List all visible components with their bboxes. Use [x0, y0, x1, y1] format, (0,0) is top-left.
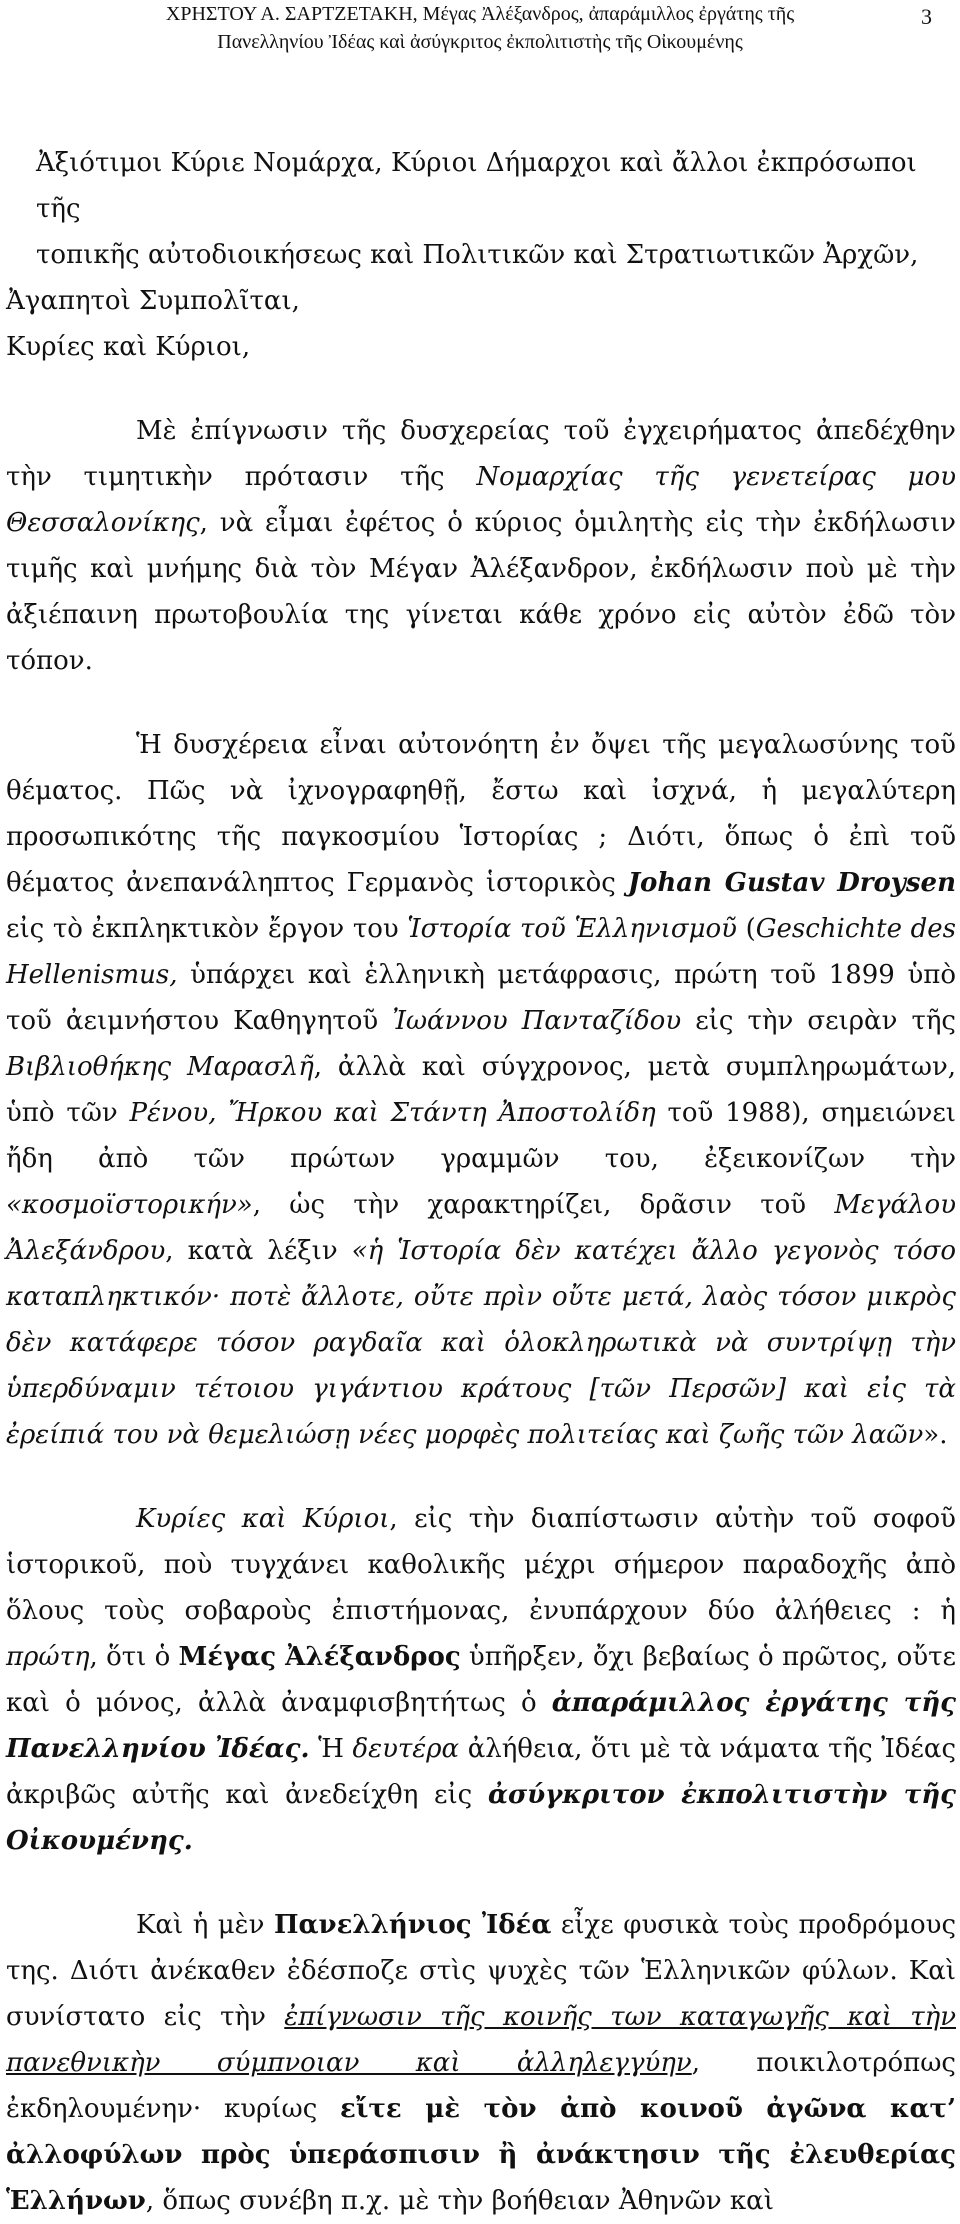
paragraph-3: [6, 1496, 956, 1864]
underlined-italic-run: ἐπίγνωσιν τῆς κοινῆς των καταγωγῆς καὶ τὴν πανεθνικὴν σύμπνοιαν καὶ ἀλληλεγγύην: [6, 2002, 956, 2078]
italic-run: δευτέρα: [352, 1734, 460, 1764]
italic-run: Νομαρχίας τῆς γενετείρας μου Θεσσαλονίκης: [6, 462, 956, 538]
bold-run: Μέγας Ἀλέξανδρος: [178, 1642, 461, 1672]
paragraph-2: [6, 722, 956, 1458]
running-header: [100, 0, 860, 56]
spacer: [6, 1864, 956, 1902]
text-run: , εἰς τὴν διαπίστωσιν αὐτὴν τοῦ σοφοῦ ἱστορικοῦ, ποὺ τυγχάνει καθολικῆς μέχρι σήμερον παραδοχῆς ἀπὸ ὅλους τοὺς σοβαροὺς ἐπιστήμονας, ἐνυπάρχουν δύο ἀλήθειες : ἡ: [6, 1504, 956, 1626]
running-header-line-2: Πανελληνίου Ἰδέας καὶ ἀσύγκριτος ἐκπολιτιστὴς τῆς Οἰκουμένης: [217, 31, 743, 53]
italic-run: «κοσμοϊστορικήν»: [6, 1190, 253, 1220]
text-run: τοῦ 1988), σημειώνει ἤδη ἀπὸ τῶν πρώτων γραμμῶν του, ἐξεικονίζων τὴν: [6, 1098, 956, 1174]
text-run: Ἡ δυσχέρεια εἶναι αὐτονόητη ἐν ὄψει τῆς μεγαλωσύνης τοῦ θέματος. Πῶς νὰ ἰχνογραφηθῇ, ἔστω καὶ ἰσχνά, ἡ μεγαλύτερη προσωπικότης τῆς παγκοσμίου Ἱστορίας ; Διότι, ὅπως ὁ ἐπὶ τοῦ θέματος ἀνεπανάληπτος Γερμανὸς ἱστορικὸς: [6, 730, 956, 898]
text-run: ».: [923, 1420, 948, 1450]
body-text: [6, 140, 956, 2224]
bold-run: εἴτε μὲ τὸν ἀπὸ κοινοῦ ἀγῶνα κατ’ ἀλλοφύλων πρὸς ὑπεράσπισιν ἢ ἀνάκτησιν τῆς ἐλευθερίας Ἑλλήνων: [6, 2094, 956, 2216]
italic-run: Κυρίες καὶ Κύριοι: [136, 1504, 390, 1534]
spacer: [6, 370, 956, 408]
bold-italic-run: ἀσύγκριτον ἐκπολιτιστὴν τῆς Οἰκουμένης.: [6, 1780, 957, 1856]
page-number: 3: [921, 4, 932, 29]
text-run: , ὅπως συνέβη π.χ. μὲ τὴν βοήθειαν Ἀθηνῶν καὶ: [145, 2186, 774, 2216]
italic-run: Ἱστορία τοῦ Ἑλληνισμοῦ: [407, 914, 737, 944]
text-run: Ἡ: [309, 1734, 353, 1764]
bold-italic-run: Johan Gustav Droysen: [627, 868, 957, 898]
italic-run: Ρένου, Ἤρκου καὶ Στάντη Ἀποστολίδη: [129, 1098, 656, 1128]
greeting-line-4: Κυρίες καὶ Κύριοι,: [6, 332, 251, 362]
text-run: , ἀλλὰ καὶ σύγχρονος, μετὰ συμπληρωμάτων, ὑπὸ τῶν: [6, 1052, 957, 1128]
bold-run: Πανελλήνιος Ἰδέα: [273, 1910, 552, 1940]
italic-run: Βιβλιοθήκης Μαρασλῆ: [6, 1052, 314, 1082]
bold-italic-run: ἀπαράμιλλος ἐργάτης τῆς Πανελληνίου Ἰδέας.: [6, 1688, 956, 1764]
italic-run: Geschichte des Hellenismus,: [6, 914, 956, 990]
quote-run: «ἡ Ἱστορία δὲν κατέχει ἄλλο γεγονὸς τόσο καταπληκτικόν· ποτὲ ἄλλοτε, οὔτε πρὶν οὔτε μετά, λαὸς τόσον μικρὸς δὲν κατάφερε τόσον ραγδαῖα καὶ ὁλοκληρωτικὰ νὰ συντρίψῃ τὴν ὑπερδύναμιν τέτοιου γιγάντιου κράτους [τῶν Περσῶν] καὶ εἰς τὰ ἐρείπιά του νὰ θεμελιώσῃ νέες μορφὲς πολιτείας καὶ ζωῆς τῶν λαῶν: [6, 1236, 956, 1450]
text-run: , νὰ εἶμαι ἐφέτος ὁ κύριος ὁμιλητὴς εἰς τὴν ἐκδήλωσιν τιμῆς καὶ μνήμης διὰ τὸν Μέγαν Ἀλέξανδρον, ἐκδήλωσιν ποὺ μὲ τὴν ἀξιέπαινη πρωτοβουλία της γίνεται κάθε χρόνο εἰς αὐτὸν ἐδῶ τὸν τόπον.: [6, 508, 956, 676]
text-run: ὑπάρχει καὶ ἑλληνικὴ μετάφρασις, πρώτη τοῦ 1899 ὑπὸ τοῦ ἀειμνήστου Καθηγητοῦ: [6, 960, 956, 1036]
running-header-line-1: ΧΡΗΣΤΟΥ Α. ΣΑΡΤΖΕΤΑΚΗ, Μέγας Ἀλέξανδρος, ἀπαράμιλλος ἐργάτης τῆς: [165, 3, 795, 25]
text-run: εἰς τὸ ἐκπληκτικὸν ἔργον του: [6, 914, 408, 944]
text-run: εἰς τὴν σειρὰν τῆς: [681, 1006, 956, 1036]
text-run: εἶχε φυσικὰ τοὺς προδρόμους της. Διότι ἀνέκαθεν ἐδέσποζε στὶς ψυχὲς τῶν Ἑλληνικῶν φύλων. Καὶ συνίστατο εἰς τὴν: [6, 1910, 956, 2032]
text-run: Μὲ ἐπίγνωσιν τῆς δυσχερείας τοῦ ἐγχειρήματος ἀπεδέχθην τὴν τιμητικὴν πρότασιν τῆς: [6, 416, 956, 492]
spacer: [6, 684, 956, 722]
italic-run: Μεγάλου Ἀλεξάνδρου: [6, 1190, 956, 1266]
paragraph-4: [6, 1902, 956, 2224]
text-run: , ὡς τὴν χαρακτηρίζει, δρᾶσιν τοῦ: [252, 1190, 835, 1220]
text-run: , ποικιλοτρόπως ἐκδηλουμένην· κυρίως: [6, 2048, 956, 2124]
greeting-line-3: Ἀγαπητοὶ Συμπολῖται,: [6, 286, 300, 316]
greeting-block: [6, 140, 956, 370]
paragraph-1: [6, 408, 956, 684]
italic-run: πρώτη: [6, 1642, 90, 1672]
text-run: , κατὰ λέξιν: [165, 1236, 352, 1266]
text-run: , ὅτι ὁ: [89, 1642, 179, 1672]
text-run: ὑπῆρξεν, ὄχι βεβαίως ὁ πρῶτος, οὔτε καὶ ὁ μόνος, ἀλλὰ ἀναμφισβητήτως ὁ: [6, 1642, 956, 1718]
greeting-line-2: τοπικῆς αὐτοδιοικήσεως καὶ Πολιτικῶν καὶ Στρατιωτικῶν Ἀρχῶν,: [36, 240, 919, 270]
text-run: Καὶ ἡ μὲν: [136, 1910, 274, 1940]
greeting-line-1: Ἀξιότιμοι Κύριε Νομάρχα, Κύριοι Δήμαρχοι καὶ ἄλλοι ἐκπρόσωποι τῆς: [36, 148, 917, 224]
text-run: (: [736, 914, 756, 944]
text-run: ἀλήθεια, ὅτι μὲ τὰ νάματα τῆς Ἰδέας ἀκριβῶς αὐτῆς καὶ ἀνεδείχθη εἰς: [6, 1734, 957, 1810]
italic-run: Ἰωάννου Πανταζίδου: [392, 1006, 682, 1036]
spacer: [6, 1458, 956, 1496]
